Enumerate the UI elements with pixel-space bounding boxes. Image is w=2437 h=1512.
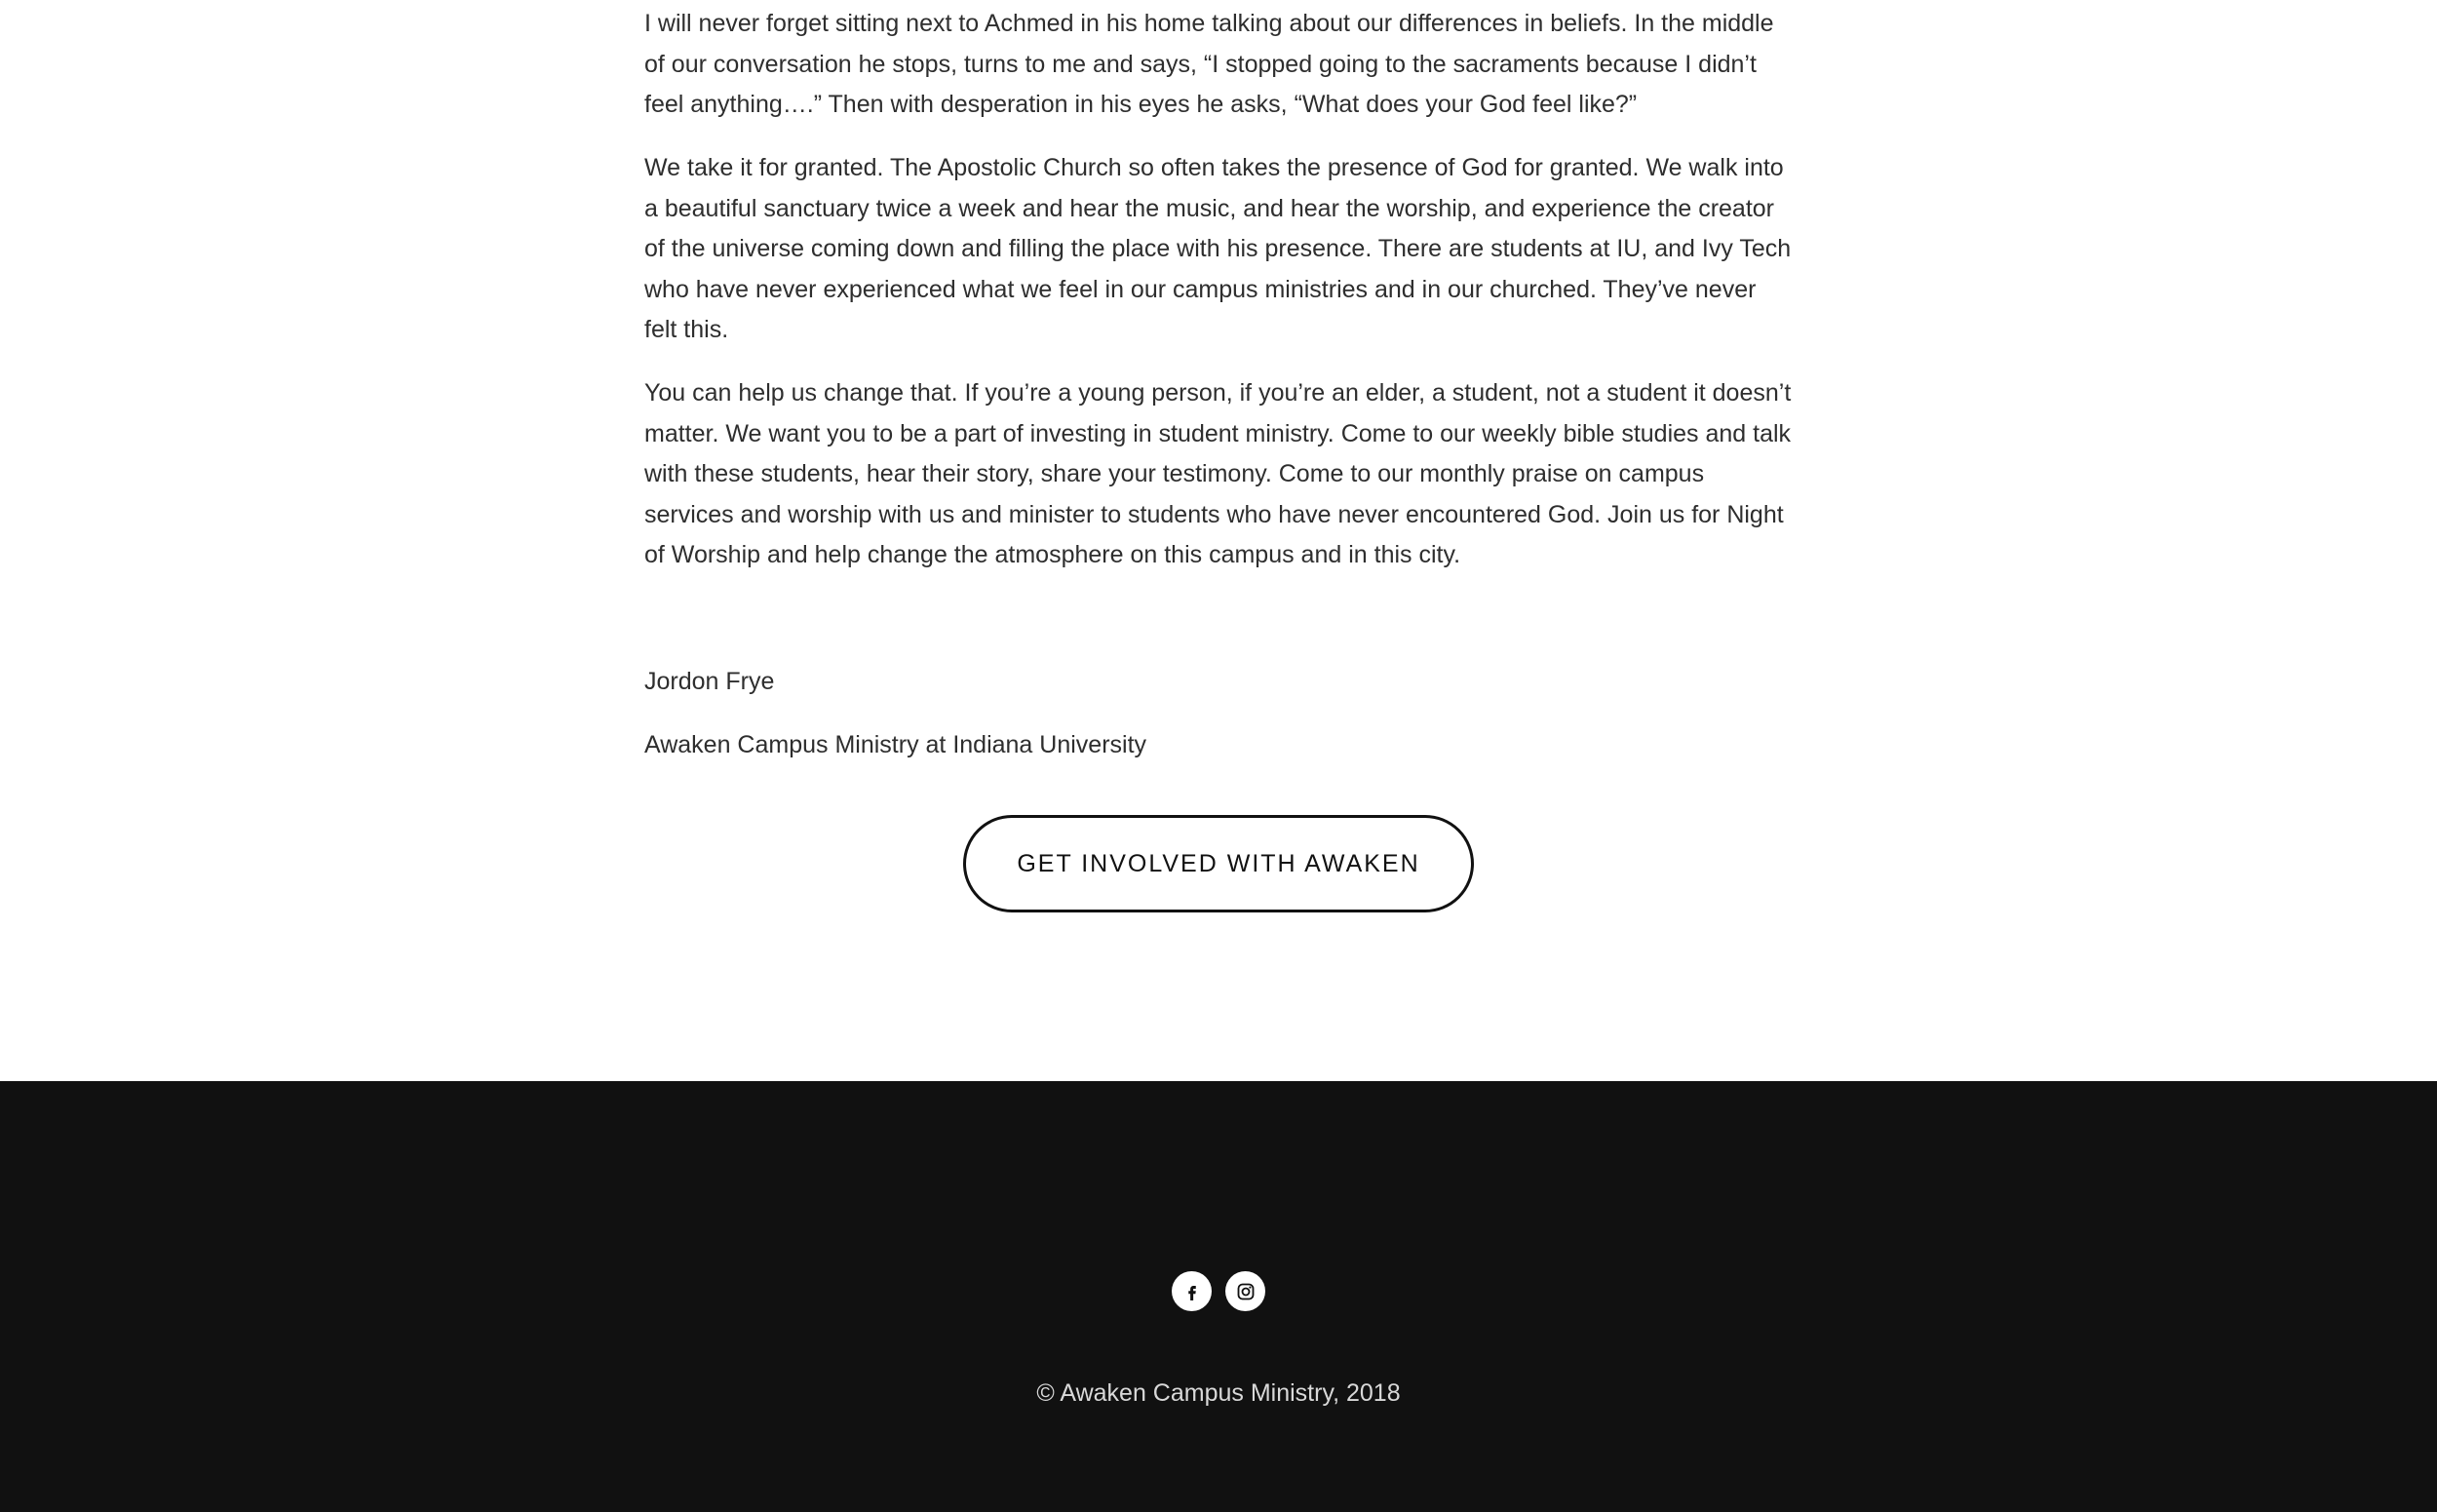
instagram-link[interactable] [1225, 1271, 1265, 1311]
instagram-icon [1236, 1282, 1256, 1301]
signature-organization: Awaken Campus Ministry at Indiana University [644, 731, 1147, 758]
article-paragraph: I will never forget sitting next to Achmed in his home talking about our differences in beliefs. In the middle of our conversation he stops, turns to me and says, “I stopped going to the sacraments because I didn’t feel anything….” Then with desperation in his eyes he asks, “What does your God feel like?” [644, 10, 1774, 118]
signature-name: Jordon Frye [644, 668, 775, 695]
facebook-icon [1183, 1283, 1201, 1300]
cta-container [0, 815, 2437, 912]
copyright-text: © Awaken Campus Ministry, 2018 [1036, 1379, 1401, 1407]
article-paragraph: We take it for granted. The Apostolic Church so often takes the presence of God for granted. We walk into a beautiful sanctuary twice a week and hear the music, and hear the worship, and experience the creator of the universe coming down and filling the place with his presence. There are students at IU, and Ivy Tech who have never experienced what we feel in our campus ministries and in our churched. They’ve never felt this. [644, 154, 1792, 343]
social-links [0, 1271, 2437, 1311]
site-footer [0, 1081, 2437, 1512]
get-involved-button[interactable]: GET INVOLVED WITH AWAKEN [963, 815, 1473, 912]
facebook-link[interactable] [1172, 1271, 1212, 1311]
article-paragraph: You can help us change that. If you’re a young person, if you’re an elder, a student, not a student it doesn’t matter. We want you to be a part of investing in student ministry. Come to our weekly bible studies and talk with these students, hear their story, share your testimony. Come to our monthly praise on campus services and worship with us and minister to students who have never encountered God. Join us for Night of Worship and help change the atmosphere on this campus and in this city. [644, 379, 1792, 568]
